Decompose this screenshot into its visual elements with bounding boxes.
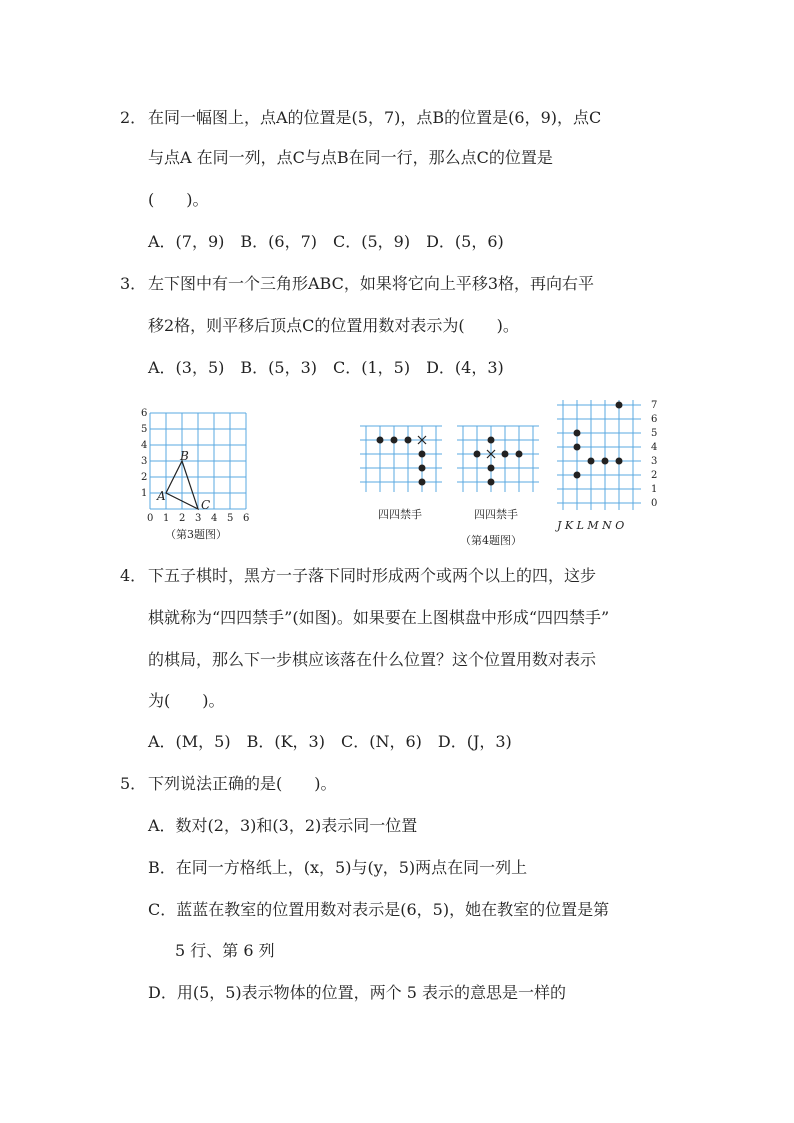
fig3-xtick: 6 [243,513,250,524]
q4-text-line1: 下五子棋时，黑方一子落下同时形成两个或两个以上的四，这步 [148,566,597,585]
q3-options: A．(3，5) B．(5，3) C．(1，5) D．(4，3) [148,358,504,377]
fig3-xtick: 4 [211,513,218,524]
q2-options: A．(7，9) B．(6，7) C．(5，9) D．(5，6) [148,232,504,251]
q4-text-line2: 棋就称为“四四禁手”(如图)。如果要在上图棋盘中形成“四四禁手” [148,608,610,627]
gomoku-board [553,398,673,536]
q2-text-line2: 与点A 在同一列，点C与点B在同一行，那么点C的位置是 [148,148,553,167]
fig3-ytick: 4 [141,440,148,451]
fig3-caption: （第3题图） [165,528,227,541]
q5-text-line1: 下列说法正确的是( )。 [148,774,337,793]
fig3-ytick: 1 [141,488,148,499]
board-ytick: 1 [651,484,658,495]
q5-number: 5． [120,774,147,793]
fig3-ytick: 2 [141,472,148,483]
q2-text-line3: ( )。 [148,190,209,209]
q5-option-c-line2: 5 行、第 6 列 [175,941,275,960]
fig3-xtick: 1 [163,513,170,524]
point-c-label: C [201,498,211,512]
fig3-xtick: 5 [227,513,234,524]
board-ytick: 4 [651,442,658,453]
q5-option-a: A．数对(2，3)和(3，2)表示同一位置 [148,816,418,835]
fig3-xtick: 3 [195,513,202,524]
q3-number: 3． [120,274,147,293]
q4-number: 4． [120,566,147,585]
fig4b-caption: 四四禁手 [474,508,518,521]
q3-text-line1: 左下图中有一个三角形ABC，如果将它向上平移3格，再向右平 [148,274,595,293]
fig4-caption: （第4题图） [460,534,522,547]
board-xlabels: J K L M N O [557,519,625,532]
q4-text-line3: 的棋局，那么下一步棋应该落在什么位置？这个位置用数对表示 [148,650,597,669]
q2-number: 2． [120,108,147,127]
board-ytick: 2 [651,470,658,481]
board-ytick: 0 [651,498,658,509]
q5-option-b: B．在同一方格纸上，(x，5)与(y，5)两点在同一列上 [148,858,528,877]
fig3-ytick: 6 [141,408,148,419]
q4-options: A．(M，5) B．(K，3) C．(N，6) D．(J，3) [148,732,512,751]
fig3-ytick: 3 [141,456,148,467]
fig3-xtick: 0 [147,513,154,524]
point-b-label: B [180,449,189,463]
q4-text-line4: 为( )。 [148,691,225,710]
fig4a-caption: 四四禁手 [378,508,422,521]
board-ytick: 6 [651,414,658,425]
q3-text-line2: 移2格，则平移后顶点C的位置用数对表示为( )。 [148,316,519,335]
fig3-ytick: 5 [141,424,148,435]
fig3-triangle-grid [140,405,260,525]
fig4a-board [360,418,445,496]
q5-option-c-line1: C．蓝蓝在教室的位置用数对表示是(6，5)，她在教室的位置是第 [148,900,610,919]
fig4b-board [457,418,542,496]
q2-text-line1: 在同一幅图上，点A的位置是(5，7)，点B的位置是(6，9)，点C [148,108,602,127]
board-ytick: 3 [651,456,658,467]
q5-option-d: D．用(5，5)表示物体的位置，两个 5 表示的意思是一样的 [148,983,567,1002]
fig3-xtick: 2 [179,513,186,524]
board-ytick: 7 [651,400,658,411]
point-a-label: A [157,489,166,503]
board-ytick: 5 [651,428,658,439]
